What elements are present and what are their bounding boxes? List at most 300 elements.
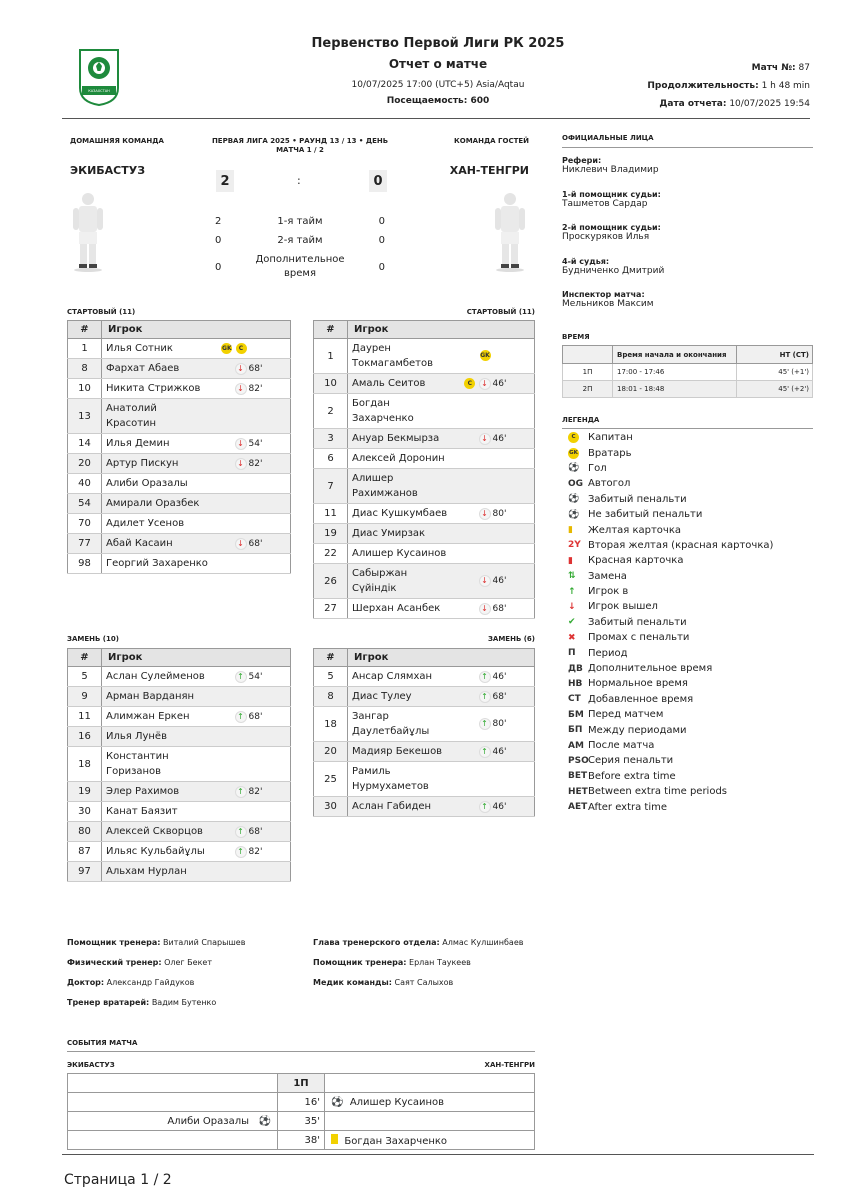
away-team-label: КОМАНДА ГОСТЕЙ [454, 137, 529, 145]
player-number: 18 [68, 747, 102, 782]
legend-label: Нормальное время [588, 678, 688, 690]
legend-item [562, 661, 813, 676]
legend-item [562, 461, 813, 476]
player-name: Фархат Абаев [102, 359, 209, 379]
home-starting-table [67, 320, 291, 574]
legend-item [562, 753, 813, 768]
player-name: Илья Сотник [102, 339, 209, 359]
player-row [314, 667, 535, 687]
home-subs-label: ЗАМЕНЬ (10) [67, 635, 119, 643]
player-row [314, 762, 535, 797]
player-number: 30 [314, 797, 348, 817]
player-icons [453, 599, 493, 619]
legend-label: Красная карточка [588, 555, 684, 567]
player-minute [249, 727, 291, 747]
player-number: 26 [314, 564, 348, 599]
check-icon: ✔ [568, 617, 576, 628]
event-home-player: Алиби Оразалы [167, 1115, 249, 1127]
player-number: 6 [314, 449, 348, 469]
player-number: 22 [314, 544, 348, 564]
player-name: Илья Демин [102, 434, 209, 454]
player-row [314, 394, 535, 429]
player-icons [209, 339, 249, 359]
goal-icon: ⚽ [258, 1115, 271, 1127]
player-icons [209, 727, 249, 747]
player-minute: 46' [493, 429, 535, 449]
player-icons [209, 822, 249, 842]
player-row [68, 822, 291, 842]
player-name: Элер Рахимов [102, 782, 209, 802]
home-score: 2 [216, 170, 234, 192]
col-number: # [314, 321, 348, 339]
league-logo [76, 48, 122, 106]
officials-title: ОФИЦИАЛЬНЫЕ ЛИЦА [562, 134, 654, 142]
legend-item [562, 538, 813, 553]
player-icons [209, 554, 249, 574]
player-icons [453, 374, 493, 394]
player-icons [453, 742, 493, 762]
legend-item [562, 430, 813, 445]
captain-badge-icon: C [464, 378, 475, 389]
player-name: Зангар Даулетбайұлы [348, 707, 453, 742]
penalty-missed-icon: ⚽ [568, 509, 580, 520]
legend-item [562, 738, 813, 753]
player-minute: 46' [493, 742, 535, 762]
legend-item [562, 599, 813, 614]
player-number: 1 [314, 339, 348, 374]
legend-item [562, 569, 813, 584]
player-row [68, 802, 291, 822]
player-out-icon: ↓ [479, 378, 491, 390]
player-row [314, 707, 535, 742]
period-row: 0 Дополнительное время 0 [215, 254, 385, 279]
player-number: 25 [314, 762, 348, 797]
player-icons [209, 399, 249, 434]
player-number: 16 [68, 727, 102, 747]
player-number: 11 [68, 707, 102, 727]
player-in-icon: ↑ [479, 718, 491, 730]
away-starting-label: СТАРТОВЫЙ (11) [466, 308, 535, 316]
player-out-icon: ↓ [568, 601, 576, 612]
legend-divider [562, 428, 813, 429]
player-in-icon: ↑ [479, 801, 491, 813]
event-minute: 35' [278, 1112, 325, 1131]
player-minute [249, 399, 291, 434]
player-name: Алишер Кусаинов [348, 544, 453, 564]
legend-label: Автогол [588, 478, 631, 490]
attendance: Посещаемость: 600 [386, 96, 490, 106]
legend-item [562, 645, 813, 660]
bet-abbr: BET [568, 771, 588, 782]
legend-label: Промах с пенальти [588, 632, 690, 644]
player-number: 13 [68, 399, 102, 434]
away-subs-table [313, 648, 535, 817]
player-icons [453, 429, 493, 449]
legend-label: После матча [588, 740, 655, 751]
events-home-team: ЭКИБАСТУЗ [67, 1061, 115, 1069]
legend-title: ЛЕГЕНДА [562, 416, 600, 424]
player-number: 8 [314, 687, 348, 707]
player-row [68, 454, 291, 474]
events-table [67, 1073, 535, 1150]
player-minute [493, 544, 535, 564]
legend-item [562, 522, 813, 537]
player-number: 80 [68, 822, 102, 842]
legend-item [562, 722, 813, 737]
away-staff: Глава тренерского отдела: Алмас Кулшинбаев Помощник тренера: Ерлан Таукеев Медик команды: Саят Салыхов [313, 938, 524, 987]
round-info: ПЕРВАЯ ЛИГА 2025 • РАУНД 13 / 13 • ДЕНЬ МАТЧА 1 / 2 [211, 137, 389, 154]
player-icons [209, 667, 249, 687]
header-divider [62, 118, 810, 119]
away-score: 0 [369, 170, 387, 192]
player-number: 27 [314, 599, 348, 619]
player-icons [209, 434, 249, 454]
player-row [68, 862, 291, 882]
legend-list [562, 430, 813, 815]
player-name: Сабыржан Сүйіндік [348, 564, 453, 599]
events-divider [67, 1051, 535, 1052]
own-goal-icon: ⚽ [331, 1096, 344, 1108]
home-team-label: ДОМАШНЯЯ КОМАНДА [70, 137, 164, 145]
player-row [68, 514, 291, 534]
event-row [68, 1131, 535, 1150]
player-row [68, 494, 291, 514]
player-row [68, 534, 291, 554]
away-starting-table [313, 320, 535, 619]
player-minute [493, 469, 535, 504]
match-datetime: 10/07/2025 17:00 (UTC+5) Asia/Aqtau [351, 80, 525, 90]
legend-item [562, 615, 813, 630]
red-card-icon: ▮ [568, 555, 573, 566]
legend-label: Вратарь [588, 447, 632, 459]
player-minute: 46' [493, 797, 535, 817]
player-number: 11 [314, 504, 348, 524]
player-name: Ануар Бекмырза [348, 429, 453, 449]
event-minute: 16' [278, 1093, 325, 1112]
player-row [314, 429, 535, 449]
player-out-icon: ↓ [235, 363, 247, 375]
player-minute [249, 554, 291, 574]
player-minute [249, 494, 291, 514]
player-row [314, 599, 535, 619]
legend-label: Забитый пенальти [588, 616, 687, 628]
player-icons [453, 394, 493, 429]
player-icons [209, 454, 249, 474]
player-minute: 82' [249, 454, 291, 474]
goalkeeper-badge-icon: GK [222, 344, 232, 352]
player-name: Адилет Усенов [102, 514, 209, 534]
home-staff: Помощник тренера: Виталий Спарышев Физический тренер: Олег Бекет Доктор: Александр Гайдуков Тренер вратарей: Вадим Бутенко [67, 938, 246, 1007]
svg-text:КАЗАХСТАН: КАЗАХСТАН [88, 89, 110, 93]
legend-label: Период [588, 647, 628, 659]
player-icons [209, 707, 249, 727]
player-name: Диас Тулеу [348, 687, 453, 707]
player-name: Амирали Оразбек [102, 494, 209, 514]
player-row [314, 742, 535, 762]
player-minute: 80' [493, 504, 535, 524]
player-row [314, 504, 535, 524]
period-abbr: П [568, 648, 576, 659]
goal-icon: ⚽ [568, 463, 580, 474]
event-away-player: Богдан Захарченко [344, 1135, 448, 1147]
legend-item [562, 769, 813, 784]
period-row: 0 2-я тайм 0 [215, 235, 385, 246]
player-icons [209, 474, 249, 494]
captain-badge-icon: C [236, 343, 247, 354]
before-match-abbr: БМ [568, 709, 584, 720]
legend-label: Капитан [588, 432, 633, 444]
player-name: Никита Стрижков [102, 379, 209, 399]
player-minute: 68' [493, 599, 535, 619]
player-name: Алексей Доронин [348, 449, 453, 469]
match-number: Матч №: 87 [751, 63, 810, 73]
player-name: Георгий Захаренко [102, 554, 209, 574]
het-abbr: HET [568, 786, 588, 797]
player-row [314, 524, 535, 544]
player-minute: 46' [493, 374, 535, 394]
col-number: # [314, 649, 348, 667]
player-name: Алимжан Еркен [102, 707, 209, 727]
player-out-icon: ↓ [479, 508, 491, 520]
legend-label: Before extra time [588, 770, 676, 782]
player-icons [209, 782, 249, 802]
player-row [68, 359, 291, 379]
player-minute [493, 449, 535, 469]
player-icons [453, 762, 493, 797]
player-minute [249, 862, 291, 882]
player-minute: 80' [493, 707, 535, 742]
player-icons [209, 379, 249, 399]
player-minute: 68' [249, 359, 291, 379]
player-icons [209, 802, 249, 822]
substitution-icon: ⇅ [568, 571, 576, 582]
player-number: 5 [314, 667, 348, 687]
player-number: 10 [68, 379, 102, 399]
player-row [314, 374, 535, 394]
event-row [68, 1112, 535, 1131]
player-row [314, 797, 535, 817]
legend-label: Between extra time periods [588, 786, 728, 798]
home-subs-table [67, 648, 291, 882]
legend-label: Желтая карточка [588, 524, 681, 536]
home-kit-icon [70, 190, 106, 277]
player-name: Ансар Слямхан [348, 667, 453, 687]
player-name: Анатолий Красотин [102, 399, 209, 434]
player-out-icon: ↓ [479, 575, 491, 587]
legend-label: Игрок вышел [588, 601, 658, 613]
legend-item [562, 676, 813, 691]
col-player: Игрок [348, 649, 535, 667]
player-name: Арман Варданян [102, 687, 209, 707]
legend-label: After extra time [588, 801, 668, 813]
player-minute: 82' [249, 842, 291, 862]
player-icons [209, 494, 249, 514]
home-team-name: ЭКИБАСТУЗ [70, 164, 146, 177]
player-row [68, 727, 291, 747]
events-period: 1П [278, 1074, 325, 1093]
page-number: Страница 1 / 2 [64, 1172, 172, 1188]
report-title: Первенство Первой Лиги РК 2025 [311, 36, 565, 51]
report-subtitle: Отчет о матче [388, 57, 488, 71]
legend-item [562, 630, 813, 645]
player-number: 5 [68, 667, 102, 687]
player-number: 9 [68, 687, 102, 707]
player-minute: 68' [493, 687, 535, 707]
normal-time-abbr: НВ [568, 678, 583, 689]
player-icons [453, 449, 493, 469]
player-number: 7 [314, 469, 348, 504]
player-icons [453, 707, 493, 742]
player-row [68, 474, 291, 494]
player-minute [249, 747, 291, 782]
player-row [314, 449, 535, 469]
after-match-abbr: АМ [568, 740, 584, 751]
player-number: 14 [68, 434, 102, 454]
legend-item [562, 584, 813, 599]
legend-label: Между периодами [588, 724, 687, 736]
player-name: Артур Пискун [102, 454, 209, 474]
player-row [68, 842, 291, 862]
player-row [68, 554, 291, 574]
player-out-icon: ↓ [235, 438, 247, 450]
player-name: Даурен Токмагамбетов [348, 339, 453, 374]
events-title: СОБЫТИЯ МАТЧА [67, 1039, 138, 1047]
player-name: Алишер Рахимжанов [348, 469, 453, 504]
col-number: # [68, 649, 102, 667]
player-number: 19 [314, 524, 348, 544]
player-number: 98 [68, 554, 102, 574]
time-title: ВРЕМЯ [562, 333, 590, 341]
player-icons [453, 544, 493, 564]
away-kit-icon [492, 190, 528, 277]
player-icons [209, 842, 249, 862]
player-number: 10 [314, 374, 348, 394]
player-in-icon: ↑ [235, 786, 247, 798]
player-name: Алексей Скворцов [102, 822, 209, 842]
player-name: Диас Умирзак [348, 524, 453, 544]
legend-label: Перед матчем [588, 709, 664, 721]
player-icons [453, 469, 493, 504]
player-minute [249, 514, 291, 534]
player-number: 8 [68, 359, 102, 379]
player-minute [493, 339, 535, 374]
player-name: Диас Кушкумбаев [348, 504, 453, 524]
player-row [68, 782, 291, 802]
player-icons [209, 534, 249, 554]
away-subs-label: ЗАМЕНЬ (6) [487, 635, 535, 643]
player-minute: 68' [249, 822, 291, 842]
player-out-icon: ↓ [235, 383, 247, 395]
aet-abbr: AET [568, 802, 588, 813]
player-minute [493, 762, 535, 797]
player-minute: 68' [249, 534, 291, 554]
player-number: 40 [68, 474, 102, 494]
player-row [68, 687, 291, 707]
player-name: Рамиль Нурмухаметов [348, 762, 453, 797]
player-number: 54 [68, 494, 102, 514]
player-in-icon: ↑ [235, 826, 247, 838]
officials-divider [562, 147, 813, 148]
legend-item [562, 507, 813, 522]
legend-item [562, 707, 813, 722]
event-minute: 38' [278, 1131, 325, 1150]
player-minute: 54' [249, 667, 291, 687]
events-away-team: ХАН-ТЕНГРИ [484, 1061, 535, 1069]
legend-label: Замена [588, 570, 627, 582]
player-minute [249, 802, 291, 822]
player-in-icon: ↑ [235, 711, 247, 723]
player-minute: 54' [249, 434, 291, 454]
player-minute [249, 474, 291, 494]
player-name: Альхам Нурлан [102, 862, 209, 882]
home-starting-label: СТАРТОВЫЙ (11) [67, 308, 136, 316]
player-icons [209, 862, 249, 882]
player-row [68, 707, 291, 727]
player-name: Илья Лунёв [102, 727, 209, 747]
col-player: Игрок [348, 321, 535, 339]
player-number: 70 [68, 514, 102, 534]
player-icons [209, 687, 249, 707]
player-in-icon: ↑ [235, 846, 247, 858]
player-in-icon: ↑ [568, 586, 576, 597]
player-row [68, 747, 291, 782]
player-row [314, 687, 535, 707]
player-icons [453, 504, 493, 524]
extra-time-abbr: ДВ [568, 663, 583, 674]
player-in-icon: ↑ [479, 691, 491, 703]
time-table: Время начала и окончания HT (CT) 1П 17:00 - 17:46 45' (+1') 2П 18:01 - 18:48 45' (+2') [562, 345, 813, 398]
player-row [314, 564, 535, 599]
legend-item [562, 492, 813, 507]
player-name: Мадияр Бекешов [348, 742, 453, 762]
player-in-icon: ↑ [479, 746, 491, 758]
player-number: 30 [68, 802, 102, 822]
captain-icon: C [562, 432, 588, 443]
player-icons [453, 667, 493, 687]
report-date: Дата отчета: 10/07/2025 19:54 [659, 99, 810, 109]
legend-item [562, 784, 813, 799]
player-number: 87 [68, 842, 102, 862]
player-icons [209, 747, 249, 782]
player-in-icon: ↑ [235, 671, 247, 683]
legend-label: Дополнительное время [588, 663, 713, 675]
player-icons [209, 359, 249, 379]
added-time-abbr: СТ [568, 694, 581, 705]
footer-divider [62, 1154, 814, 1155]
player-number: 1 [68, 339, 102, 359]
player-number: 19 [68, 782, 102, 802]
player-name: Алиби Оразалы [102, 474, 209, 494]
event-row [68, 1093, 535, 1112]
player-icons [453, 797, 493, 817]
player-out-icon: ↓ [479, 433, 491, 445]
player-row [68, 667, 291, 687]
yellow-card-icon [331, 1134, 338, 1144]
yellow-card-icon: ▮ [568, 525, 573, 536]
player-number: 20 [314, 742, 348, 762]
cross-icon: ✖ [568, 632, 576, 643]
player-in-icon: ↑ [479, 671, 491, 683]
player-number: 20 [68, 454, 102, 474]
officials-list: Рефери: Никлевич Владимир 1-й помощник судьи: Ташметов Сардар 2-й помощник судьи: Проскуряков Илья 4-й судья: Будниченко Дмитрий Инспектор матча: Мельников Максим [562, 156, 665, 309]
legend-item [562, 476, 813, 491]
player-minute: 68' [249, 707, 291, 727]
match-duration: Продолжительность: 1 h 48 min [647, 81, 810, 91]
player-minute [249, 339, 291, 359]
legend-item [562, 799, 813, 814]
player-minute: 82' [249, 782, 291, 802]
player-minute [493, 394, 535, 429]
